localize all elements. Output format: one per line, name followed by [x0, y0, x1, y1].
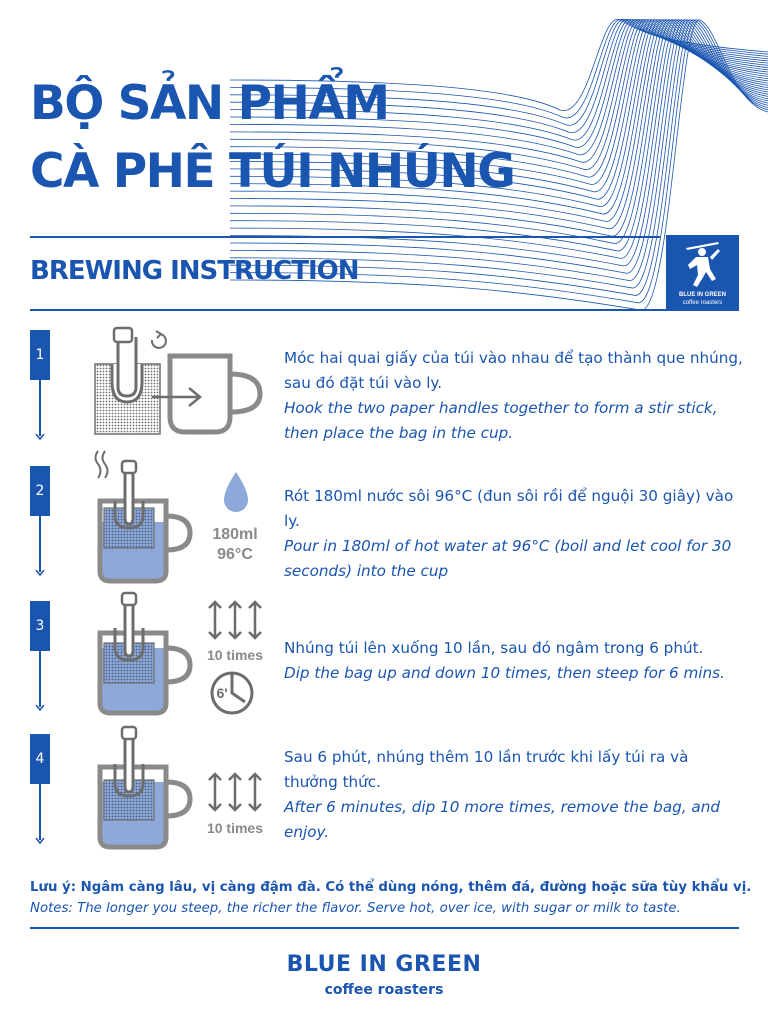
- step-2-text: [284, 484, 744, 584]
- step-3-timer: 6': [216, 685, 228, 701]
- notes: [30, 877, 750, 919]
- step-1-illustration: [90, 322, 270, 442]
- runner-logo-icon: [666, 235, 739, 295]
- title-line-2: CÀ PHÊ TÚI NHÚNG: [30, 144, 515, 199]
- step-1-vi: Móc hai quai giấy của túi vào nhau để tạo thành que nhúng, sau đó đặt túi vào ly.: [284, 349, 743, 392]
- step-4-vi: Sau 6 phút, nhúng thêm 10 lần trước khi lấy túi ra và thưởng thức.: [284, 748, 689, 791]
- brand-logo: [666, 235, 739, 311]
- step-3-dips: 10 times: [206, 647, 264, 663]
- note-vi: Lưu ý: Ngâm càng lâu, vị càng đậm đà. Có thể dùng nóng, thêm đá, đường hoặc sữa tùy khẩu vị.: [30, 880, 752, 895]
- logo-name: BLUE IN GREEN: [678, 292, 726, 298]
- step-2-arrow-icon: [35, 569, 45, 577]
- up-down-arrows-icon: [205, 598, 265, 642]
- step-4-illustration: [90, 722, 200, 852]
- step-1-text: [284, 346, 744, 446]
- step-2-temperature: 96°C: [217, 546, 253, 563]
- cup-icon: [170, 356, 260, 432]
- header-divider-top: [30, 236, 660, 238]
- step-2-volume: 180ml: [212, 526, 258, 543]
- step-3-vi: Nhúng túi lên xuống 10 lần, sau đó ngâm trong 6 phút.: [284, 639, 704, 657]
- header-divider-bottom: [30, 309, 739, 311]
- footer-brand: BLUE IN GREEN: [286, 952, 482, 977]
- step-2-vi: Rót 180ml nước sôi 96°C (đun sôi rồi để nguội 30 giây) vào ly.: [284, 487, 734, 530]
- step-1-number: 1: [30, 330, 50, 380]
- footer-tagline: coffee roasters: [324, 982, 444, 998]
- step-1-connector: [39, 380, 41, 436]
- step-1-arrow-icon: [35, 433, 45, 441]
- logo-tagline: coffee roasters: [682, 300, 723, 306]
- step-2-illustration: [90, 446, 200, 586]
- step-1-en: Hook the two paper handles together to form a stir stick, then place the bag in the cup.: [284, 399, 718, 442]
- step-4-number: 4: [30, 734, 50, 784]
- footer-divider: [30, 927, 739, 929]
- coffee-bag-icon: [95, 328, 160, 434]
- steam-icon: [96, 451, 108, 478]
- step-4-en: After 6 minutes, dip 10 more times, remove the bag, and enjoy.: [284, 798, 720, 841]
- step-4-connector: [39, 784, 41, 840]
- page-title: [30, 70, 514, 206]
- step-3-illustration: [90, 588, 200, 718]
- up-down-arrows-icon: [205, 770, 265, 814]
- step-3-arrow-icon: [35, 704, 45, 712]
- step-3-number: 3: [30, 601, 50, 651]
- step-2-connector: [39, 516, 41, 572]
- water-drop-icon: [220, 470, 252, 515]
- step-4-text: [284, 745, 744, 845]
- step-4-arrow-icon: [35, 837, 45, 845]
- note-en: Notes: The longer you steep, the richer the flavor. Serve hot, over ice, with sugar or milk to taste.: [30, 901, 681, 916]
- title-line-1: BỘ SẢN PHẨM: [30, 76, 389, 131]
- section-subtitle: BREWING INSTRUCTION: [30, 256, 359, 286]
- step-3-connector: [39, 651, 41, 707]
- step-2-en: Pour in 180ml of hot water at 96°C (boil and let cool for 30 seconds) into the cup: [284, 537, 732, 580]
- step-3-text: [284, 636, 744, 686]
- step-4-dips: 10 times: [206, 820, 264, 836]
- step-3-en: Dip the bag up and down 10 times, then steep for 6 mins.: [284, 664, 725, 682]
- step-2-number: 2: [30, 466, 50, 516]
